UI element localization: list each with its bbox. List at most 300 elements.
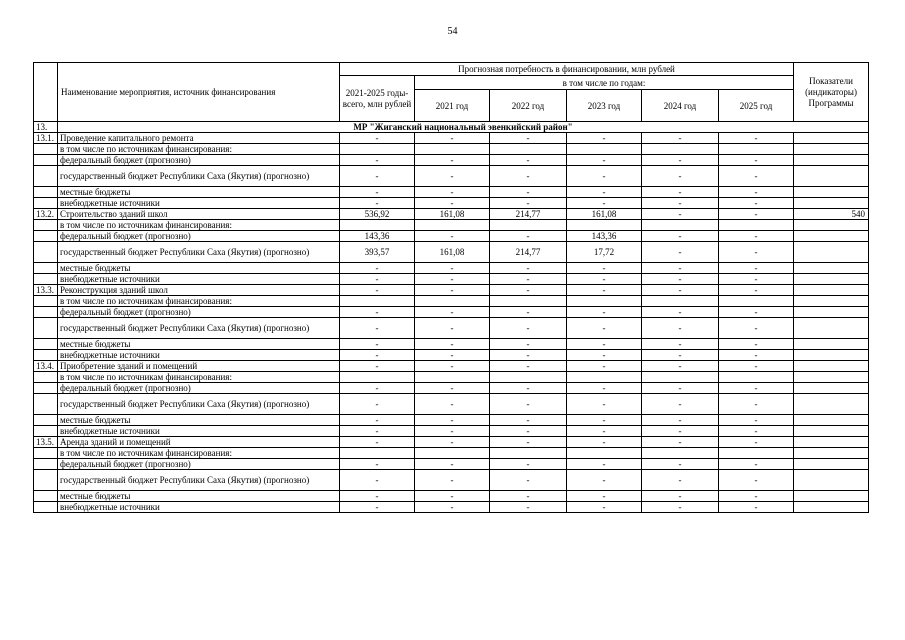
row-year-value: - (719, 339, 794, 350)
row-code (34, 166, 58, 187)
row-total-value: 143,36 (340, 231, 415, 242)
row-year-value: - (719, 187, 794, 198)
table-row (34, 437, 869, 448)
row-year-value: - (719, 263, 794, 274)
row-total-value (340, 144, 415, 155)
header-year-cell: 2021 год (415, 90, 490, 122)
row-name: федеральный бюджет (прогнозно) (58, 307, 340, 318)
row-year-value: - (415, 285, 490, 296)
row-year-value: - (719, 133, 794, 144)
row-year-value: - (567, 166, 642, 187)
row-code (34, 307, 58, 318)
header-year-cell: 2022 год (490, 90, 567, 122)
table-row (34, 285, 869, 296)
row-year-value: - (415, 361, 490, 372)
row-name: государственный бюджет Республики Саха (Якутия) (прогнозно) (58, 470, 340, 491)
row-year-value: 161,08 (567, 209, 642, 220)
row-year-value: - (719, 198, 794, 209)
header-year-cell: 2024 год (642, 90, 719, 122)
table-row (34, 459, 869, 470)
row-code (34, 144, 58, 155)
row-name: Аренда зданий и помещений (58, 437, 340, 448)
row-year-value: - (567, 274, 642, 285)
row-total-value: - (340, 274, 415, 285)
table-row (34, 198, 869, 209)
row-year-value: - (490, 339, 567, 350)
table-row (34, 187, 869, 198)
row-year-value: - (415, 491, 490, 502)
row-name: местные бюджеты (58, 187, 340, 198)
row-indicator (794, 415, 869, 426)
row-code: 13.4. (34, 361, 58, 372)
row-year-value: - (490, 426, 567, 437)
financing-table (33, 62, 869, 513)
row-code: 13.3. (34, 285, 58, 296)
row-total-value: - (340, 307, 415, 318)
section-title: МР "Жиганский национальный эвенкийский район" (58, 122, 869, 133)
row-total-value: - (340, 318, 415, 339)
row-year-value: - (567, 361, 642, 372)
row-indicator (794, 231, 869, 242)
row-year-value (415, 220, 490, 231)
row-year-value: - (490, 285, 567, 296)
row-code (34, 502, 58, 513)
row-indicator (794, 263, 869, 274)
row-year-value: - (415, 166, 490, 187)
row-total-value: - (340, 437, 415, 448)
row-year-value: - (567, 263, 642, 274)
row-name: внебюджетные источники (58, 198, 340, 209)
row-year-value: - (490, 263, 567, 274)
row-total-value: 536,92 (340, 209, 415, 220)
row-total-value: - (340, 133, 415, 144)
row-total-value: - (340, 502, 415, 513)
table-row (34, 372, 869, 383)
row-total-value: - (340, 263, 415, 274)
row-name: внебюджетные источники (58, 350, 340, 361)
row-year-value: - (642, 155, 719, 166)
row-name: внебюджетные источники (58, 274, 340, 285)
row-year-value: - (567, 307, 642, 318)
row-year-value: - (415, 231, 490, 242)
row-total-value: - (340, 350, 415, 361)
row-indicator (794, 166, 869, 187)
row-year-value: - (719, 209, 794, 220)
table-row (34, 242, 869, 263)
row-code (34, 220, 58, 231)
row-year-value: - (490, 166, 567, 187)
row-year-value: - (642, 242, 719, 263)
row-year-value (415, 144, 490, 155)
row-year-value: - (567, 459, 642, 470)
row-year-value: - (490, 502, 567, 513)
row-name: внебюджетные источники (58, 502, 340, 513)
row-name: Приобретение зданий и помещений (58, 361, 340, 372)
row-indicator (794, 144, 869, 155)
row-year-value: - (490, 198, 567, 209)
row-year-value: - (490, 459, 567, 470)
row-year-value (490, 220, 567, 231)
row-year-value (490, 144, 567, 155)
row-year-value: - (490, 491, 567, 502)
table-row (34, 448, 869, 459)
row-code (34, 350, 58, 361)
row-year-value (642, 448, 719, 459)
row-year-value: - (642, 263, 719, 274)
row-name: федеральный бюджет (прогнозно) (58, 383, 340, 394)
row-year-value: - (642, 426, 719, 437)
row-indicator (794, 372, 869, 383)
row-year-value: - (719, 166, 794, 187)
row-year-value: - (642, 274, 719, 285)
row-indicator (794, 242, 869, 263)
row-year-value: - (642, 394, 719, 415)
table-row (34, 350, 869, 361)
row-year-value: - (567, 394, 642, 415)
row-year-value: - (642, 187, 719, 198)
row-year-value: - (415, 133, 490, 144)
row-indicator (794, 350, 869, 361)
row-total-value: - (340, 187, 415, 198)
row-year-value: - (567, 502, 642, 513)
row-year-value: - (490, 187, 567, 198)
row-year-value: - (567, 285, 642, 296)
row-name: государственный бюджет Республики Саха (Якутия) (прогнозно) (58, 166, 340, 187)
row-indicator (794, 448, 869, 459)
row-indicator (794, 155, 869, 166)
row-year-value: - (642, 470, 719, 491)
row-year-value: - (642, 437, 719, 448)
row-year-value: - (642, 459, 719, 470)
row-year-value: - (567, 187, 642, 198)
row-indicator (794, 426, 869, 437)
row-code: 13.1. (34, 133, 58, 144)
row-name: федеральный бюджет (прогнозно) (58, 231, 340, 242)
row-name: государственный бюджет Республики Саха (Якутия) (прогнозно) (58, 318, 340, 339)
row-indicator (794, 437, 869, 448)
row-total-value: - (340, 166, 415, 187)
header-code-cell (34, 63, 58, 122)
row-year-value (567, 296, 642, 307)
row-year-value: - (719, 285, 794, 296)
header-total-cell: 2021-2025 годы- всего, млн рублей (340, 76, 415, 122)
table-header (34, 63, 869, 122)
row-year-value: - (567, 437, 642, 448)
row-year-value: - (490, 437, 567, 448)
row-year-value (719, 372, 794, 383)
table-row (34, 144, 869, 155)
row-year-value: - (490, 133, 567, 144)
row-name: Реконструкция зданий школ (58, 285, 340, 296)
row-name: федеральный бюджет (прогнозно) (58, 155, 340, 166)
row-total-value: - (340, 415, 415, 426)
row-year-value: - (719, 437, 794, 448)
row-year-value: - (490, 470, 567, 491)
row-total-value (340, 296, 415, 307)
header-by-years-cell: в том числе по годам: (415, 76, 794, 90)
row-indicator (794, 383, 869, 394)
table-row (34, 155, 869, 166)
row-year-value (415, 372, 490, 383)
row-year-value: - (415, 339, 490, 350)
header-forecast-cell: Прогнозная потребность в финансировании, млн рублей (340, 63, 794, 76)
row-name: в том числе по источникам финансирования: (58, 220, 340, 231)
row-year-value (719, 220, 794, 231)
row-indicator (794, 296, 869, 307)
row-code (34, 231, 58, 242)
row-name: внебюджетные источники (58, 426, 340, 437)
row-year-value: 214,77 (490, 242, 567, 263)
row-year-value: - (415, 470, 490, 491)
row-year-value: - (415, 502, 490, 513)
row-year-value: - (415, 350, 490, 361)
row-total-value: - (340, 459, 415, 470)
row-year-value: - (719, 318, 794, 339)
row-name: государственный бюджет Республики Саха (Якутия) (прогнозно) (58, 242, 340, 263)
header-name-cell: Наименование мероприятия, источник финансирования (58, 63, 340, 122)
row-year-value: - (719, 307, 794, 318)
row-indicator (794, 459, 869, 470)
row-code (34, 394, 58, 415)
row-indicator (794, 307, 869, 318)
row-year-value: - (567, 198, 642, 209)
row-year-value: - (415, 383, 490, 394)
row-year-value: - (719, 459, 794, 470)
row-year-value: - (415, 394, 490, 415)
table-row (34, 209, 869, 220)
row-name: в том числе по источникам финансирования: (58, 372, 340, 383)
row-total-value: - (340, 285, 415, 296)
row-year-value: - (642, 285, 719, 296)
row-year-value: - (490, 394, 567, 415)
row-year-value: - (415, 155, 490, 166)
row-year-value (719, 144, 794, 155)
row-year-value: - (415, 318, 490, 339)
row-year-value: - (490, 361, 567, 372)
row-year-value: - (642, 350, 719, 361)
row-year-value: - (642, 502, 719, 513)
row-year-value: - (719, 394, 794, 415)
row-year-value: - (719, 155, 794, 166)
row-indicator (794, 470, 869, 491)
row-year-value: - (642, 383, 719, 394)
row-code: 13.2. (34, 209, 58, 220)
row-total-value: - (340, 198, 415, 209)
row-year-value (642, 372, 719, 383)
row-year-value: 214,77 (490, 209, 567, 220)
row-year-value: - (567, 470, 642, 491)
row-indicator (794, 187, 869, 198)
header-year-cell: 2023 год (567, 90, 642, 122)
page-number: 54 (447, 26, 458, 37)
row-year-value: - (415, 187, 490, 198)
row-code (34, 263, 58, 274)
row-year-value: - (490, 231, 567, 242)
row-code (34, 274, 58, 285)
row-year-value: - (719, 231, 794, 242)
row-year-value (567, 220, 642, 231)
row-year-value: - (642, 231, 719, 242)
row-year-value: - (415, 426, 490, 437)
row-code (34, 339, 58, 350)
row-year-value: - (719, 415, 794, 426)
row-indicator (794, 361, 869, 372)
table-row (34, 231, 869, 242)
row-year-value: - (719, 426, 794, 437)
row-year-value: - (415, 198, 490, 209)
row-year-value: - (490, 383, 567, 394)
row-year-value: - (415, 415, 490, 426)
row-year-value (415, 296, 490, 307)
row-indicator (794, 339, 869, 350)
row-total-value: - (340, 491, 415, 502)
row-year-value: - (567, 155, 642, 166)
table-row (34, 426, 869, 437)
row-year-value: - (415, 437, 490, 448)
row-code (34, 491, 58, 502)
table-body (34, 122, 869, 513)
row-year-value: - (642, 307, 719, 318)
section-row (34, 122, 869, 133)
row-year-value: - (719, 274, 794, 285)
row-year-value (719, 448, 794, 459)
row-year-value: - (567, 318, 642, 339)
row-year-value: 143,36 (567, 231, 642, 242)
row-year-value: 161,08 (415, 242, 490, 263)
row-year-value: - (642, 166, 719, 187)
row-year-value: - (719, 470, 794, 491)
row-year-value (490, 296, 567, 307)
row-total-value: - (340, 426, 415, 437)
row-total-value: 393,57 (340, 242, 415, 263)
row-year-value: - (567, 339, 642, 350)
row-year-value: - (490, 350, 567, 361)
row-name: федеральный бюджет (прогнозно) (58, 459, 340, 470)
row-name: местные бюджеты (58, 491, 340, 502)
row-total-value: - (340, 394, 415, 415)
row-year-value: - (642, 209, 719, 220)
row-name: местные бюджеты (58, 339, 340, 350)
row-year-value (642, 144, 719, 155)
table-row (34, 415, 869, 426)
table-row (34, 133, 869, 144)
row-year-value: - (567, 415, 642, 426)
row-total-value: - (340, 339, 415, 350)
row-name: Строительство зданий школ (58, 209, 340, 220)
row-year-value: - (719, 350, 794, 361)
row-year-value (415, 448, 490, 459)
row-year-value: - (719, 383, 794, 394)
row-year-value: - (719, 361, 794, 372)
row-year-value (567, 372, 642, 383)
header-year-cell: 2025 год (719, 90, 794, 122)
row-total-value (340, 220, 415, 231)
row-year-value: - (642, 133, 719, 144)
row-total-value (340, 448, 415, 459)
row-year-value: - (567, 383, 642, 394)
row-year-value: - (719, 491, 794, 502)
row-year-value: - (642, 491, 719, 502)
table-row (34, 263, 869, 274)
row-year-value (642, 296, 719, 307)
row-total-value: - (340, 470, 415, 491)
row-year-value: - (490, 415, 567, 426)
table-row (34, 166, 869, 187)
table-row (34, 274, 869, 285)
row-year-value: 17,72 (567, 242, 642, 263)
row-code (34, 383, 58, 394)
row-year-value: - (415, 459, 490, 470)
row-total-value: - (340, 383, 415, 394)
table-row (34, 296, 869, 307)
row-indicator (794, 133, 869, 144)
table-row (34, 394, 869, 415)
table-row (34, 318, 869, 339)
row-year-value: - (490, 155, 567, 166)
row-code (34, 459, 58, 470)
row-year-value: - (490, 274, 567, 285)
row-name: в том числе по источникам финансирования: (58, 296, 340, 307)
row-year-value: - (567, 133, 642, 144)
row-code (34, 187, 58, 198)
row-name: Проведение капитального ремонта (58, 133, 340, 144)
row-year-value: - (490, 318, 567, 339)
row-indicator (794, 198, 869, 209)
table-row (34, 491, 869, 502)
row-code (34, 198, 58, 209)
row-name: в том числе по источникам финансирования: (58, 144, 340, 155)
row-indicator (794, 274, 869, 285)
row-year-value: - (567, 350, 642, 361)
row-year-value (719, 296, 794, 307)
table-row (34, 339, 869, 350)
row-total-value: - (340, 361, 415, 372)
table-row (34, 502, 869, 513)
row-code (34, 448, 58, 459)
row-year-value: - (719, 242, 794, 263)
row-year-value: 161,08 (415, 209, 490, 220)
row-code (34, 318, 58, 339)
row-year-value: - (415, 263, 490, 274)
row-total-value (340, 372, 415, 383)
row-year-value: - (490, 307, 567, 318)
table-row (34, 361, 869, 372)
row-year-value: - (567, 491, 642, 502)
row-code: 13. (34, 122, 58, 133)
row-year-value (490, 448, 567, 459)
row-indicator (794, 502, 869, 513)
row-name: местные бюджеты (58, 415, 340, 426)
row-year-value: - (642, 361, 719, 372)
row-name: в том числе по источникам финансирования: (58, 448, 340, 459)
row-code (34, 470, 58, 491)
row-indicator (794, 318, 869, 339)
table-row (34, 220, 869, 231)
row-code (34, 296, 58, 307)
row-year-value (642, 220, 719, 231)
row-year-value: - (415, 307, 490, 318)
row-code: 13.5. (34, 437, 58, 448)
row-year-value: - (642, 318, 719, 339)
row-year-value: - (642, 339, 719, 350)
row-year-value (567, 448, 642, 459)
row-year-value: - (642, 415, 719, 426)
header-indicators-cell: Показатели (индикаторы) Программы (794, 63, 869, 122)
row-indicator (794, 220, 869, 231)
row-code (34, 372, 58, 383)
row-code (34, 242, 58, 263)
row-name: местные бюджеты (58, 263, 340, 274)
